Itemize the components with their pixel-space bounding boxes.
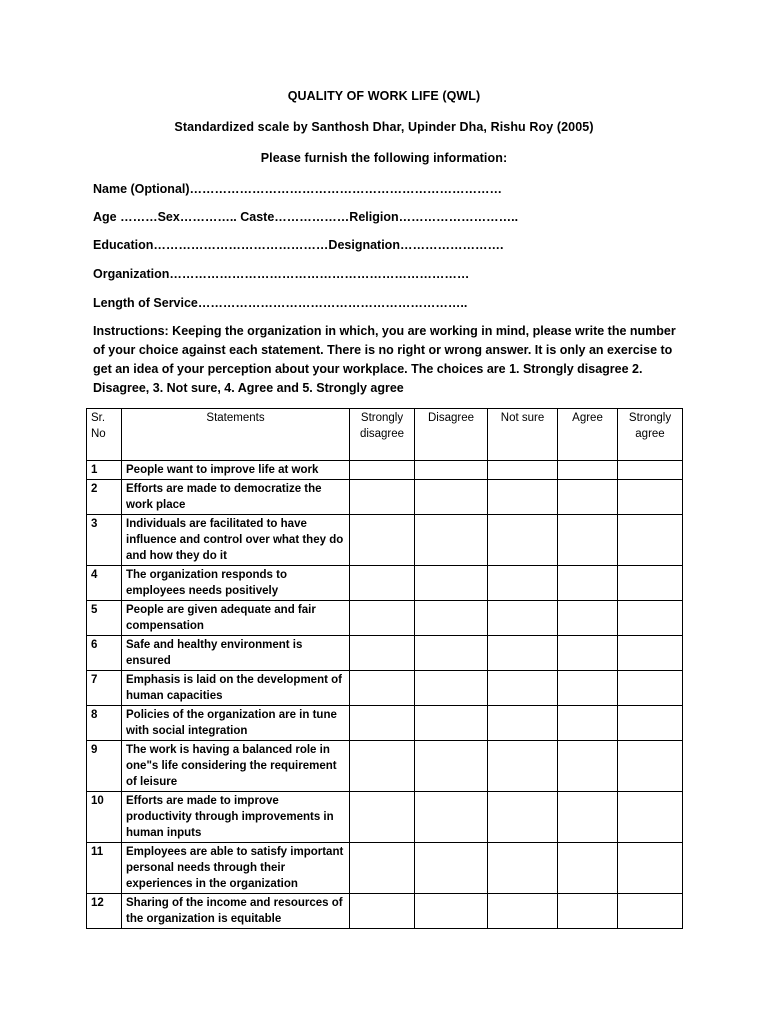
row-statement: Emphasis is laid on the development of human capacities	[122, 671, 350, 706]
response-cell-not-sure[interactable]	[488, 566, 558, 601]
response-cell-disagree[interactable]	[415, 601, 488, 636]
response-cell-strongly-agree[interactable]	[618, 515, 683, 566]
document-title: QUALITY OF WORK LIFE (QWL)	[287, 89, 481, 103]
response-cell-strongly-disagree[interactable]	[350, 566, 415, 601]
response-cell-not-sure[interactable]	[488, 461, 558, 480]
response-cell-strongly-agree[interactable]	[618, 480, 683, 515]
response-cell-agree[interactable]	[558, 706, 618, 741]
response-cell-strongly-agree[interactable]	[618, 636, 683, 671]
header-agree: Agree	[558, 409, 618, 461]
row-number: 6	[87, 636, 122, 671]
response-cell-agree[interactable]	[558, 601, 618, 636]
instructions-label: Instructions:	[93, 324, 169, 338]
response-cell-not-sure[interactable]	[488, 741, 558, 792]
response-cell-not-sure[interactable]	[488, 671, 558, 706]
row-number: 2	[87, 480, 122, 515]
response-cell-strongly-agree[interactable]	[618, 894, 683, 929]
response-cell-disagree[interactable]	[415, 636, 488, 671]
row-number: 10	[87, 792, 122, 843]
header-statements: Statements	[122, 409, 350, 461]
table-row	[87, 566, 683, 601]
row-number: 1	[87, 461, 122, 480]
table-row	[87, 636, 683, 671]
instructions-text: Keeping the organization in which, you are working in mind, please write the number of your choice against each statement. There is no right or wrong answer. It is only an exercise to get an idea of your perception about your workplace. The choices are 1. Strongly disagree 2. Disagree, 3. Not sure, 4. Agree and 5. Strongly agree	[93, 324, 676, 395]
response-cell-not-sure[interactable]	[488, 792, 558, 843]
row-number: 11	[87, 843, 122, 894]
response-cell-strongly-agree[interactable]	[618, 741, 683, 792]
header-not-sure: Not sure	[488, 409, 558, 461]
header-disagree: Disagree	[415, 409, 488, 461]
response-cell-strongly-disagree[interactable]	[350, 894, 415, 929]
response-cell-disagree[interactable]	[415, 566, 488, 601]
response-cell-agree[interactable]	[558, 636, 618, 671]
response-cell-disagree[interactable]	[415, 792, 488, 843]
instructions-paragraph	[93, 322, 685, 398]
header-strongly-agree: Strongly agree	[618, 409, 683, 461]
response-cell-strongly-disagree[interactable]	[350, 671, 415, 706]
row-statement: People want to improve life at work	[122, 461, 350, 480]
response-cell-not-sure[interactable]	[488, 843, 558, 894]
table-row	[87, 671, 683, 706]
row-number: 3	[87, 515, 122, 566]
row-statement: Employees are able to satisfy important personal needs through their experiences in the organization	[122, 843, 350, 894]
row-statement: Individuals are facilitated to have influence and control over what they do and how they do it	[122, 515, 350, 566]
row-number: 4	[87, 566, 122, 601]
table-header-row	[87, 409, 683, 461]
row-statement: Efforts are made to democratize the work place	[122, 480, 350, 515]
row-statement: Efforts are made to improve productivity through improvements in human inputs	[122, 792, 350, 843]
response-cell-agree[interactable]	[558, 566, 618, 601]
table-row	[87, 515, 683, 566]
response-cell-strongly-disagree[interactable]	[350, 461, 415, 480]
response-cell-disagree[interactable]	[415, 894, 488, 929]
row-statement: The organization responds to employees needs positively	[122, 566, 350, 601]
table-row	[87, 601, 683, 636]
response-cell-not-sure[interactable]	[488, 706, 558, 741]
response-cell-agree[interactable]	[558, 480, 618, 515]
table-row	[87, 741, 683, 792]
response-cell-strongly-disagree[interactable]	[350, 480, 415, 515]
response-cell-strongly-disagree[interactable]	[350, 636, 415, 671]
table-row	[87, 461, 683, 480]
row-statement: People are given adequate and fair compensation	[122, 601, 350, 636]
response-cell-disagree[interactable]	[415, 706, 488, 741]
row-number: 12	[87, 894, 122, 929]
response-cell-strongly-disagree[interactable]	[350, 792, 415, 843]
qwl-statements-table	[86, 408, 683, 929]
table-row	[87, 706, 683, 741]
table-row	[87, 843, 683, 894]
document-subtitle: Standardized scale by Santhosh Dhar, Upinder Dha, Rishu Roy (2005)	[174, 120, 594, 134]
response-cell-strongly-agree[interactable]	[618, 706, 683, 741]
response-cell-strongly-disagree[interactable]	[350, 843, 415, 894]
organization-field-line: Organization………………………………………………………………	[93, 267, 470, 281]
response-cell-strongly-agree[interactable]	[618, 671, 683, 706]
header-sr-no: Sr. No	[87, 409, 122, 461]
length-of-service-line: Length of Service………………………………………………………..	[93, 296, 468, 310]
response-cell-agree[interactable]	[558, 792, 618, 843]
response-cell-disagree[interactable]	[415, 461, 488, 480]
row-statement: Safe and healthy environment is ensured	[122, 636, 350, 671]
response-cell-disagree[interactable]	[415, 671, 488, 706]
response-cell-strongly-disagree[interactable]	[350, 515, 415, 566]
response-cell-strongly-disagree[interactable]	[350, 706, 415, 741]
response-cell-not-sure[interactable]	[488, 636, 558, 671]
table-row	[87, 792, 683, 843]
row-statement: Policies of the organization are in tune with social integration	[122, 706, 350, 741]
row-number: 5	[87, 601, 122, 636]
response-cell-agree[interactable]	[558, 671, 618, 706]
response-cell-not-sure[interactable]	[488, 480, 558, 515]
response-cell-agree[interactable]	[558, 741, 618, 792]
information-prompt: Please furnish the following information:	[260, 151, 508, 165]
response-cell-disagree[interactable]	[415, 741, 488, 792]
header-strongly-disagree: Strongly disagree	[350, 409, 415, 461]
response-cell-strongly-disagree[interactable]	[350, 601, 415, 636]
response-cell-agree[interactable]	[558, 843, 618, 894]
response-cell-disagree[interactable]	[415, 480, 488, 515]
row-statement: The work is having a balanced role in one"s life considering the requirement of leisure	[122, 741, 350, 792]
response-cell-disagree[interactable]	[415, 843, 488, 894]
row-statement: Sharing of the income and resources of the organization is equitable	[122, 894, 350, 929]
table-row	[87, 480, 683, 515]
table-row	[87, 894, 683, 929]
response-cell-strongly-agree[interactable]	[618, 566, 683, 601]
name-field-line: Name (Optional)…………………………………………………………………	[93, 182, 503, 196]
response-cell-agree[interactable]	[558, 461, 618, 480]
response-cell-agree[interactable]	[558, 894, 618, 929]
response-cell-not-sure[interactable]	[488, 515, 558, 566]
response-cell-not-sure[interactable]	[488, 601, 558, 636]
row-number: 9	[87, 741, 122, 792]
age-sex-caste-religion-line: Age ………Sex………….. Caste………………Religion………………………..	[93, 210, 519, 224]
response-cell-strongly-agree[interactable]	[618, 792, 683, 843]
education-designation-line: Education……………………………………Designation…………………….	[93, 238, 504, 252]
response-cell-disagree[interactable]	[415, 515, 488, 566]
response-cell-strongly-agree[interactable]	[618, 601, 683, 636]
response-cell-not-sure[interactable]	[488, 894, 558, 929]
response-cell-strongly-agree[interactable]	[618, 843, 683, 894]
row-number: 8	[87, 706, 122, 741]
response-cell-strongly-disagree[interactable]	[350, 741, 415, 792]
row-number: 7	[87, 671, 122, 706]
response-cell-agree[interactable]	[558, 515, 618, 566]
response-cell-strongly-agree[interactable]	[618, 461, 683, 480]
